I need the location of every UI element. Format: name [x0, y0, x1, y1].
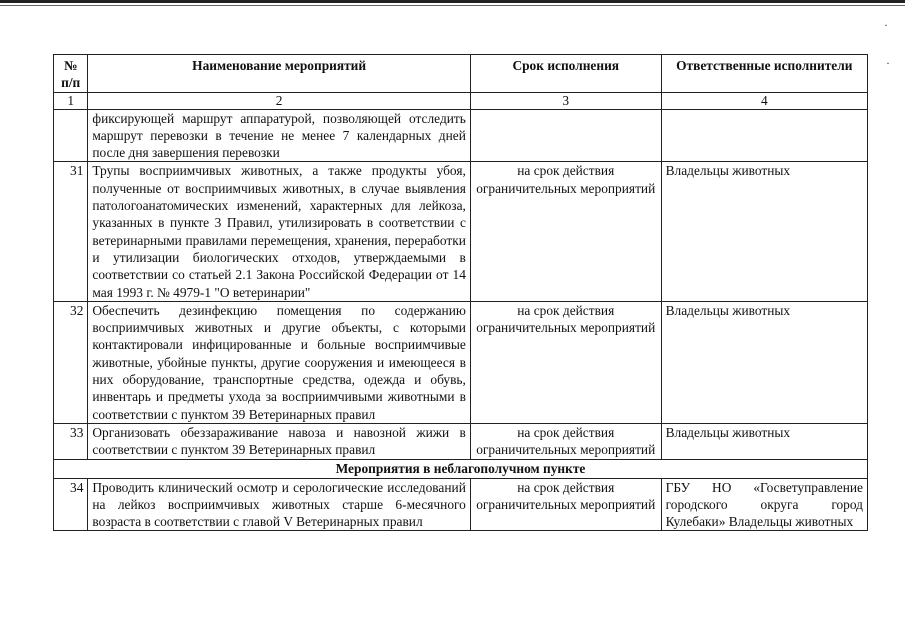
- scan-mark: ·: [886, 56, 890, 70]
- table-row: [54, 109, 868, 162]
- row-num: [54, 109, 88, 162]
- row-num: 32: [54, 301, 88, 423]
- table-row: [54, 162, 868, 301]
- row-responsible: Владельцы животных: [661, 301, 867, 423]
- index-cell: 1: [54, 92, 88, 109]
- measures-table: [53, 54, 868, 531]
- header-num: № п/п: [54, 55, 88, 93]
- scan-mark: ·: [884, 18, 888, 32]
- row-responsible: Владельцы животных: [661, 423, 867, 459]
- row-term: на срок действия ограничительных мероприятий: [470, 423, 661, 459]
- index-cell: 3: [470, 92, 661, 109]
- index-cell: 2: [88, 92, 471, 109]
- table-header-row: [54, 55, 868, 93]
- row-num: 31: [54, 162, 88, 301]
- row-responsible: ГБУ НО «Госветуправление городского округа город Кулебаки» Владельцы животных: [661, 478, 867, 531]
- row-term: на срок действия ограничительных мероприятий: [470, 478, 661, 531]
- table-row: [54, 478, 868, 531]
- row-name: Организовать обеззараживание навоза и навозной жижи в соответствии с пунктом 39 Ветеринарных правил: [88, 423, 471, 459]
- row-name: Трупы восприимчивых животных, а также продукты убоя, полученные от восприимчивых животных, в случае выявления патологоанатомических изменений, характерных для лейкоза, указанных в пункте 3 Правил, утилизировать в соответствии с ветеринарными правилами перемещения, хранения, переработки и утилизации биологических отходов, утверждаемыми в соответствии со статьей 2.1 Закона Российской Федерации от 14 мая 1993 г. № 4979-1 "О ветеринарии": [88, 162, 471, 301]
- row-name: Обеспечить дезинфекцию помещения по содержанию восприимчивых животных и другие объекты, с которыми контактировали инфицированные и больные восприимчивые животные, убойные пункты, другие сооружения и имеющееся в них оборудование, транспортные средства, одежда и обувь, инвентарь и предметы ухода за восприимчивыми животными в соответствии с пунктом 39 Ветеринарных правил: [88, 301, 471, 423]
- table-row: [54, 301, 868, 423]
- column-index-row: [54, 92, 868, 109]
- scan-top-border-thin: [0, 5, 905, 6]
- scan-top-border: [0, 0, 905, 3]
- row-responsible: [661, 109, 867, 162]
- row-term: на срок действия ограничительных мероприятий: [470, 301, 661, 423]
- row-num: 33: [54, 423, 88, 459]
- header-term: Срок исполнения: [470, 55, 661, 93]
- header-responsible: Ответственные исполнители: [661, 55, 867, 93]
- row-name: Проводить клинический осмотр и серологические исследований на лейкоз восприимчивых животных старше 6-месячного возраста в соответствии с главой V Ветеринарных правил: [88, 478, 471, 531]
- header-name: Наименование мероприятий: [88, 55, 471, 93]
- section-row: [54, 459, 868, 478]
- row-num: 34: [54, 478, 88, 531]
- row-term: [470, 109, 661, 162]
- row-name: фиксирующей маршрут аппаратурой, позволяющей отследить маршрут перевозки в течение не менее 7 календарных дней после дня завершения перевозки: [88, 109, 471, 162]
- index-cell: 4: [661, 92, 867, 109]
- row-term: на срок действия ограничительных мероприятий: [470, 162, 661, 301]
- row-responsible: Владельцы животных: [661, 162, 867, 301]
- table-row: [54, 423, 868, 459]
- section-title: Мероприятия в неблагополучном пункте: [54, 459, 868, 478]
